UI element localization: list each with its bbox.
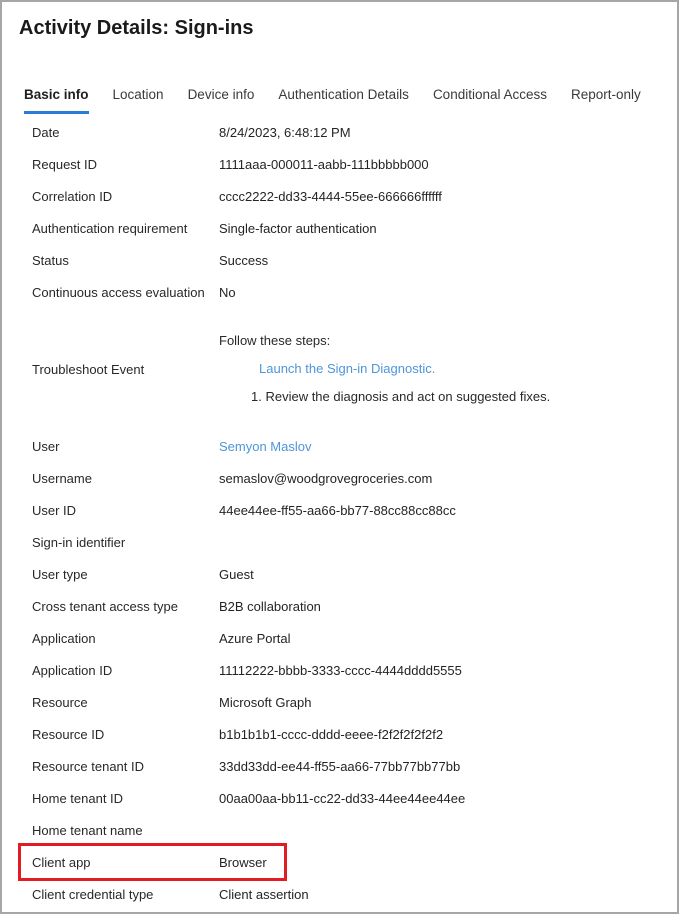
row-label: Home tenant ID <box>32 790 124 806</box>
tab-device-info[interactable]: Device info <box>188 87 255 114</box>
row-username <box>2 462 677 494</box>
row-client-credential-type <box>2 878 677 910</box>
tab-authentication-details[interactable]: Authentication Details <box>278 87 409 114</box>
row-value: Success <box>219 252 269 268</box>
row-user <box>2 430 677 462</box>
row-label: Continuous access evaluation <box>32 284 205 300</box>
row-correlation-id <box>2 180 677 212</box>
row-label: Correlation ID <box>32 188 113 204</box>
user-link[interactable]: Semyon Maslov <box>219 438 312 454</box>
row-label: User type <box>32 566 88 582</box>
row-user-type <box>2 558 677 590</box>
row-value: Single-factor authentication <box>219 220 377 236</box>
row-troubleshoot-event <box>2 327 677 411</box>
row-resource-tenant-id <box>2 750 677 782</box>
row-application <box>2 622 677 654</box>
row-label: Troubleshoot Event <box>32 361 145 377</box>
row-label: Client credential type <box>32 886 154 902</box>
row-label: User ID <box>32 502 77 518</box>
row-value: 11112222-bbbb-3333-cccc-4444dddd5555 <box>219 662 462 678</box>
sign-in-diagnostic-link[interactable]: Launch the Sign-in Diagnostic. <box>259 361 436 376</box>
row-label: Username <box>32 470 92 486</box>
row-label: Application ID <box>32 662 113 678</box>
tab-bar <box>24 87 677 114</box>
row-request-id <box>2 148 677 180</box>
troubleshoot-steps <box>219 327 550 411</box>
row-status <box>2 244 677 276</box>
row-sign-in-identifier <box>2 526 677 558</box>
row-value: cccc2222-dd33-4444-55ee-666666ffffff <box>219 188 442 204</box>
row-label: Resource tenant ID <box>32 758 145 774</box>
row-label: Sign-in identifier <box>32 534 126 550</box>
row-user-id <box>2 494 677 526</box>
details-list <box>2 116 677 910</box>
row-application-id <box>2 654 677 686</box>
tab-location[interactable]: Location <box>113 87 164 114</box>
troubleshoot-intro: Follow these steps: <box>219 333 331 348</box>
row-continuous-access-evaluation <box>2 276 677 308</box>
row-value: Microsoft Graph <box>219 694 312 710</box>
troubleshoot-step: 1. Review the diagnosis and act on suggested fixes. <box>251 389 551 404</box>
row-value: Browser <box>219 854 267 870</box>
row-value: No <box>219 284 236 300</box>
row-value: B2B collaboration <box>219 598 321 614</box>
row-label: Authentication requirement <box>32 220 188 236</box>
row-value: Client assertion <box>219 886 309 902</box>
row-value: 44ee44ee-ff55-aa66-bb77-88cc88cc88cc <box>219 502 456 518</box>
row-label: Application <box>32 630 96 646</box>
row-value: 00aa00aa-bb11-cc22-dd33-44ee44ee44ee <box>219 790 466 806</box>
troubleshoot-link-line <box>219 355 550 383</box>
row-label: Resource ID <box>32 726 105 742</box>
row-value: 8/24/2023, 6:48:12 PM <box>219 124 351 140</box>
row-label: Cross tenant access type <box>32 598 178 614</box>
row-label: Client app <box>32 854 91 870</box>
row-label: Date <box>32 124 60 140</box>
row-value: Guest <box>219 566 254 582</box>
row-value: 1111aaa-000011-aabb-111bbbbb000 <box>219 156 429 172</box>
tab-conditional-access[interactable]: Conditional Access <box>433 87 547 114</box>
row-value: 33dd33dd-ee44-ff55-aa66-77bb77bb77bb <box>219 758 461 774</box>
row-cross-tenant-access-type <box>2 590 677 622</box>
row-label: User <box>32 438 60 454</box>
row-value: b1b1b1b1-cccc-dddd-eeee-f2f2f2f2f2f2 <box>219 726 444 742</box>
row-label: Request ID <box>32 156 98 172</box>
row-label: Status <box>32 252 69 268</box>
row-resource <box>2 686 677 718</box>
row-value: semaslov@woodgrovegroceries.com <box>219 470 433 486</box>
row-authentication-requirement <box>2 212 677 244</box>
row-home-tenant-name <box>2 814 677 846</box>
row-client-app <box>2 846 677 878</box>
tab-report-only[interactable]: Report-only <box>571 87 641 114</box>
row-home-tenant-id <box>2 782 677 814</box>
page-title: Activity Details: Sign-ins <box>19 17 254 39</box>
row-date <box>2 116 677 148</box>
row-value: Azure Portal <box>219 630 291 646</box>
row-resource-id <box>2 718 677 750</box>
row-label: Home tenant name <box>32 822 143 838</box>
row-label: Resource <box>32 694 88 710</box>
tab-basic-info[interactable]: Basic info <box>24 87 89 114</box>
